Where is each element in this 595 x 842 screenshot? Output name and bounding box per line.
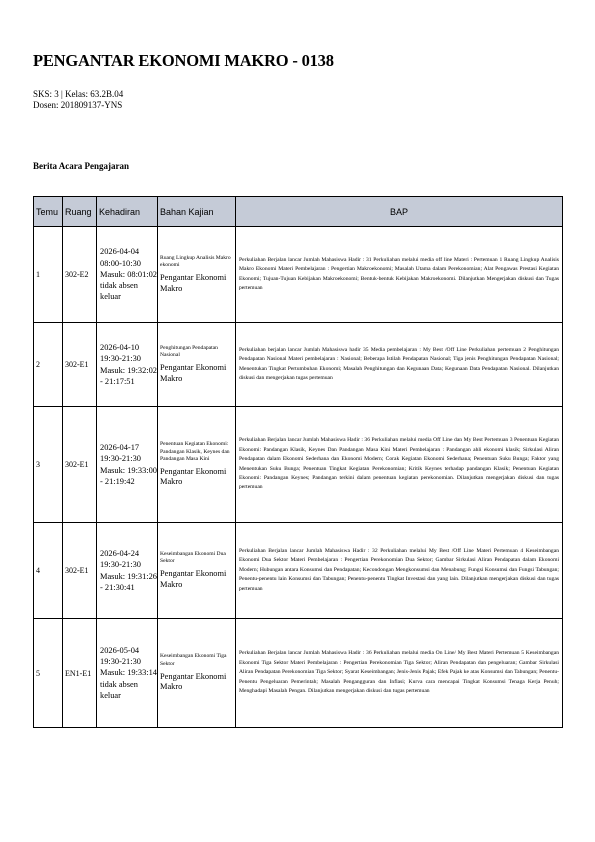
room-cell: 302-E1 [63, 407, 97, 523]
attendance-cell: 2026-05-04 19:30-21:30 Masuk: 19:33:14 tidak absen keluar [97, 619, 158, 728]
room-cell: 302-E2 [63, 227, 97, 323]
meeting-number: 3 [34, 407, 63, 523]
bap-text: Perkuliahan Berjalan lancar Jumlah Mahasiswa Hadir : 36 Perkuliahan melalui media On Line/ My Best Materi Pertemuan 5 Keseimbangan Ekonomi Tiga Sektor Materi Pembelajaran : Pengertian Perekonomian Tiga Sektor; Aliran Pendapatan dan pengeluaran; Gambar Sirkulasi Aliran Pendapatan Perekonomian Tiga Sektor; Syarat Keseimbangan; Jenis-Jenis Pajak; Efek Pajak ke atas Konsumsi dan Tabungan; Penentu-Penentu Pengeluaran Pemerintah; Masalah Pengangguran dan Inflasi; Kurva cara mencapai Tingkat Konsumsi Tenaga Kerja Penuh; Menghadapi Masalah Pengan. Dilanjutkan mengerjakan diskusi dan tugas pertemuan [236, 619, 563, 728]
lecturer-info: Dosen: 201809137-YNS [33, 100, 123, 110]
course-name: Pengantar Ekonomi Makro [160, 671, 227, 692]
attendance-cell: 2026-04-10 19:30-21:30 Masuk: 19:32:02 - 21:17:51 [97, 323, 158, 407]
table-row [34, 619, 563, 728]
course-name: Pengantar Ekonomi Makro [160, 569, 227, 589]
attendance-cell: 2026-04-24 19:30-21:30 Masuk: 19:31:26 - 21:30:41 [97, 523, 158, 619]
topic-cell [158, 619, 236, 728]
room-cell: 302-E1 [63, 523, 97, 619]
table-row [34, 407, 563, 523]
table-row [34, 227, 563, 323]
page-title: PENGANTAR EKONOMI MAKRO - 0138 [33, 51, 334, 70]
course-name: Pengantar Ekonomi Makro [160, 273, 227, 293]
course-name: Pengantar Ekonomi Makro [160, 466, 227, 487]
topic-title: Keseimbangan Ekonomi Dua Sektor [160, 550, 226, 565]
topic-cell [158, 227, 236, 323]
topic-cell [158, 523, 236, 619]
header-kehadiran: Kehadiran [97, 197, 158, 227]
course-name: Pengantar Ekonomi Makro [160, 363, 227, 383]
room-cell: 302-E1 [63, 323, 97, 407]
meeting-number: 2 [34, 323, 63, 407]
header-temu: Temu [34, 197, 63, 227]
topic-title: Keseimbangan Ekonomi Tiga Sektor [160, 653, 227, 667]
topic-title: Penentuan Kegiatan Ekonomi: Pandangan Klasik, Keynes dan Pandangan Masa Kini [160, 441, 230, 463]
meeting-number: 5 [34, 619, 63, 728]
room-cell: EN1-E1 [63, 619, 97, 728]
attendance-cell: 2026-04-04 08:00-10:30 Masuk: 08:01:02 tidak absen keluar [97, 227, 158, 323]
table-row [34, 323, 563, 407]
table-header-row [34, 197, 563, 227]
bap-text: Perkuliahan berjalan lancar Jumlah Mahasiswa hadir 35 Media pembelajaran : My Best /Off Line Perkuliahan pertemuan 2 Penghitungan Pendapatan Nasional Materi pembelajaran : Nasional; Beberapa Istilah Pendapatan Nasional; Tiga jenis Penghitungan Pendapatan Nasional; Menentukan Tingkat Pertumbuhan Ekonomi; Masalah Penghitungan dan Kegunaan Data; Kegunaan Data Pendapatan Nasional. Dilanjutkan diskusi dan mengerjakan tugas pertemuan [236, 323, 563, 407]
topic-title: Ruang Lingkup Analisis Makro ekonomi [160, 254, 231, 269]
topic-cell [158, 323, 236, 407]
table-row [34, 523, 563, 619]
meeting-number: 1 [34, 227, 63, 323]
meeting-number: 4 [34, 523, 63, 619]
bap-text: Perkuliahan Berjalan lancar Jumlah Mahasiswa Hadir : 36 Perkuliahan melalui media Off Line dan My Best Pertemuan 3 Penentuan Kegiatan Ekonomi: Pandangan Klasik, Keynes Dan Pandangan Masa Kini Materi Pembelajaran : Pandangan ahli ekonomi klasik; Sirkulasi Aliran Pendapatan dalam Ekonomi Sederhana dan Ekonomi Modern; Corak Kegiatan Ekonomi Sederhana; Penentuan Suku Bunga; Faktor yang Menentukan Suku Bunga; Penentuan Tingkat Kegiatan Perekonomian; Kritik Keynes terhadap pandangan Klasik; Penentuan Kegiatan Ekonomi: Pandangan Keynes; Pandangan terkini dalam penentuan kegiatan perekonomian. Dilanjutkan mengerjakan diskusi dan tugas pertemuan [236, 407, 563, 523]
course-info: SKS: 3 | Kelas: 63.2B.04 [33, 89, 124, 99]
header-bahan-kajian: Bahan Kajian [158, 197, 236, 227]
topic-cell [158, 407, 236, 523]
header-ruang: Ruang [63, 197, 97, 227]
bap-table [33, 196, 563, 728]
bap-text: Perkuliahan Berjalan lancar Jumlah Mahasiswa Hadir : 32 Perkuliahan melalui My Best /Off Line Materi Pertemuan 4 Keseimbangan Ekonomi Dua Sektor Materi Pembelajaran : Pengertian Perekonomian Dua Sektor; Gambar Sirkulasi Aliran Pendapatan dalam Ekonomi Modern; Hubungan antara Konsumsi dan Pendapatan; Kecondongan Mengkonsumsi dan Menabung; Fungsi Konsumsi dan Fungsi Tabungan; Penentu-penentu lain Konsumsi dan Tabungan; Penentu-penentu Tingkat Investasi dan yang lain. Dilanjutkan mengerjakan diskusi dan tugas pertemuan [236, 523, 563, 619]
topic-title: Penghitungan Pendapatan Nasional [160, 344, 218, 359]
bap-text: Perkuliahan Berjalan lancar Jumlah Mahasiswa Hadir : 31 Perkuliahan melalui media off line Materi : Pertemuan 1 Ruang Lingkup Analisis Makro Ekonomi Materi Pembelajaran : Pengertian Makroekonomi; Masalah Utama dalam Perekonomian; Alat Pengawas Prestasi Kegiatan Ekonomi; Tujuan-Tujuan Kebijakan Makroekonomi; Bentuk-bentuk Kebijakan Makroekonomi. Dilanjutkan Mengerjakan diskusi dan Tugas pertemuan [236, 227, 563, 323]
header-bap: BAP [236, 197, 563, 227]
attendance-cell: 2026-04-17 19:30-21:30 Masuk: 19:33:00 - 21:19:42 [97, 407, 158, 523]
section-title: Berita Acara Pengajaran [33, 161, 129, 171]
